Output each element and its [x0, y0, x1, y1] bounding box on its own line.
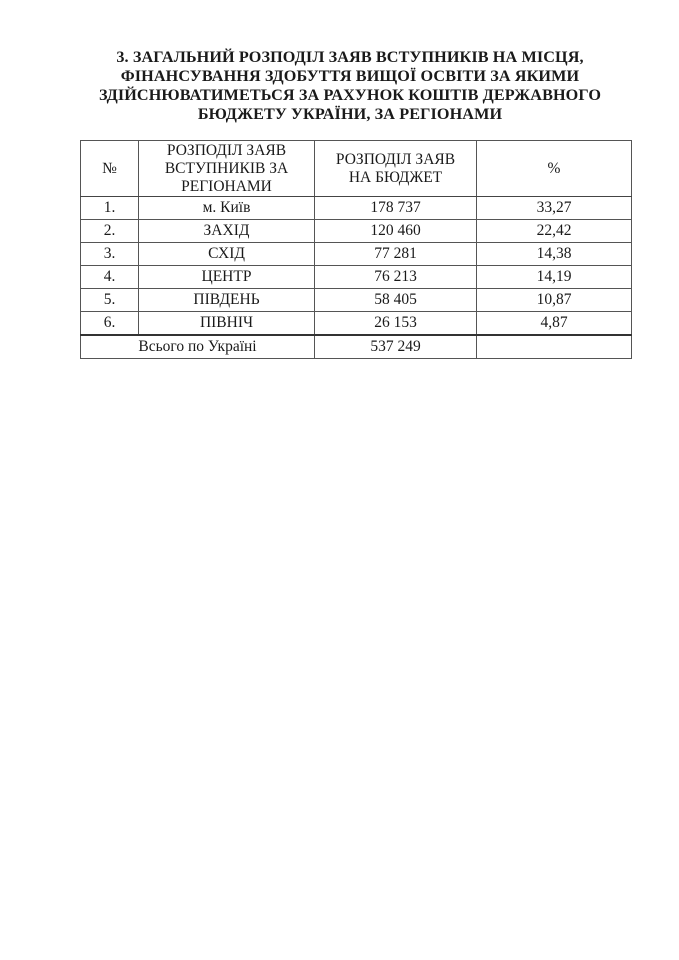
table-row — [81, 289, 632, 312]
cell-percent: 14,19 — [477, 266, 632, 289]
header-budget-line: НА БЮДЖЕТ — [348, 168, 443, 186]
cell-applications: 77 281 — [315, 243, 477, 266]
table-total-row — [81, 335, 632, 359]
total-label: Всього по Україні — [81, 335, 315, 359]
table-row — [81, 220, 632, 243]
cell-percent: 4,87 — [477, 312, 632, 336]
cell-region: ПІВНІЧ — [139, 312, 315, 336]
cell-number: 1. — [81, 197, 139, 220]
header-region-line: РЕГІОНАМИ — [181, 177, 272, 195]
regions-table — [80, 140, 632, 359]
header-region-line: ВСТУПНИКІВ ЗА — [164, 159, 289, 177]
header-budget — [315, 141, 477, 197]
cell-region: ПІВДЕНЬ — [139, 289, 315, 312]
cell-applications: 26 153 — [315, 312, 477, 336]
cell-number: 4. — [81, 266, 139, 289]
cell-applications: 58 405 — [315, 289, 477, 312]
title-line: 3. ЗАГАЛЬНИЙ РОЗПОДІЛ ЗАЯВ ВСТУПНИКІВ НА МІСЦЯ, — [116, 48, 584, 66]
title-line: ЗДІЙСНЮВАТИМЕТЬСЯ ЗА РАХУНОК КОШТІВ ДЕРЖАВНОГО — [98, 86, 602, 104]
cell-percent: 10,87 — [477, 289, 632, 312]
header-region-line: РОЗПОДІЛ ЗАЯВ — [166, 141, 287, 159]
cell-percent: 22,42 — [477, 220, 632, 243]
header-region — [139, 141, 315, 197]
total-applications: 537 249 — [315, 335, 477, 359]
cell-region: ЦЕНТР — [139, 266, 315, 289]
title-line: ФІНАНСУВАННЯ ЗДОБУТТЯ ВИЩОЇ ОСВІТИ ЗА ЯКИМИ — [120, 67, 580, 85]
cell-region: м. Київ — [139, 197, 315, 220]
cell-percent: 14,38 — [477, 243, 632, 266]
total-percent — [477, 335, 632, 359]
header-budget-line: РОЗПОДІЛ ЗАЯВ — [335, 150, 456, 168]
table-row — [81, 197, 632, 220]
header-percent: % — [477, 141, 632, 197]
table-header-row — [81, 141, 632, 197]
table-row — [81, 312, 632, 336]
cell-number: 5. — [81, 289, 139, 312]
page-title — [60, 48, 640, 124]
table-row — [81, 266, 632, 289]
cell-applications: 120 460 — [315, 220, 477, 243]
table-row — [81, 243, 632, 266]
cell-number: 3. — [81, 243, 139, 266]
header-number: № — [81, 141, 139, 197]
cell-number: 2. — [81, 220, 139, 243]
cell-number: 6. — [81, 312, 139, 336]
cell-applications: 178 737 — [315, 197, 477, 220]
cell-applications: 76 213 — [315, 266, 477, 289]
title-line: БЮДЖЕТУ УКРАЇНИ, ЗА РЕГІОНАМИ — [197, 105, 503, 123]
cell-region: ЗАХІД — [139, 220, 315, 243]
cell-region: СХІД — [139, 243, 315, 266]
cell-percent: 33,27 — [477, 197, 632, 220]
